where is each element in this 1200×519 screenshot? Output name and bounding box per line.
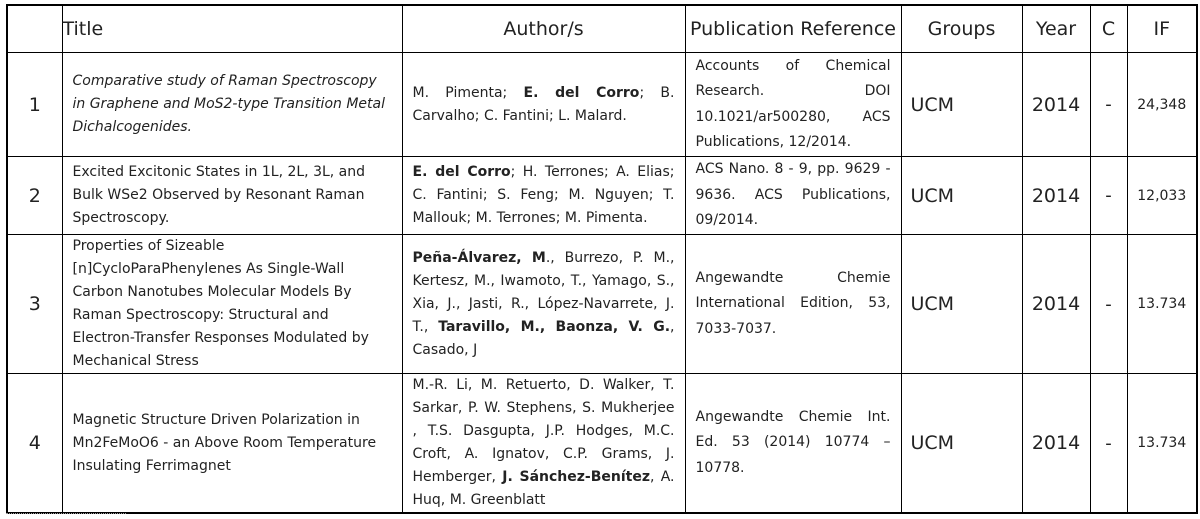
page-edge-mark (6, 513, 126, 519)
publication-reference: Accounts of Chemical Research. DOI 10.1021/ar500280, ACS Publications, 12/2014. (685, 53, 901, 157)
publication-title: Excited Excitonic States in 1L, 2L, 3L, and Bulk WSe2 Observed by Resonant Raman Spectroscopy. (62, 157, 402, 235)
publication-year: 2014 (1022, 157, 1090, 235)
citations-c: - (1090, 53, 1127, 157)
header-authors: Author/s (402, 5, 685, 53)
header-if: IF (1127, 5, 1197, 53)
row-number: 3 (7, 235, 62, 374)
publication-title: Properties of Sizeable [n]CycloParaPhenylenes As Single-Wall Carbon Nanotubes Molecular Models By Raman Spectroscopy: Structural and Electron-Transfer Responses Modulated by Mechanical Stress (62, 235, 402, 374)
table-row (7, 53, 1197, 157)
research-group: UCM (901, 157, 1022, 235)
header-c: C (1090, 5, 1127, 53)
publication-authors (402, 235, 685, 374)
impact-factor: 12,033 (1127, 157, 1197, 235)
highlighted-author: Peña-Álvarez, M (412, 249, 546, 266)
research-group: UCM (901, 374, 1022, 514)
author-text: M.-R. Li, M. Retuerto, D. Walker, T. Sarkar, P. W. Stephens, S. Mukherjee , T.S. Dasgupta, J.P. Hodges, M.C. Croft, A. Ignatov, C.P. Grams, J. Hemberger, (412, 377, 675, 485)
publication-year: 2014 (1022, 235, 1090, 374)
row-number: 1 (7, 53, 62, 157)
author-text: ; H. Terrones; A. Elias; C. Fantini; S. Feng; M. Nguyen; T. Mallouk; M. Terrones; M. Pimenta. (412, 164, 675, 226)
header-reference: Publication Reference (685, 5, 901, 53)
author-text: , A. Huq, M. Greenblatt (412, 469, 675, 508)
citations-c: - (1090, 235, 1127, 374)
citations-c: - (1090, 157, 1127, 235)
highlighted-author: Taravillo, M., Baonza, V. G. (438, 318, 671, 335)
author-text: M. Pimenta; (412, 84, 524, 101)
publication-reference: ACS Nano. 8 - 9, pp. 9629 - 9636. ACS Publications, 09/2014. (685, 157, 901, 235)
header-groups: Groups (901, 5, 1022, 53)
publications-table (6, 4, 1198, 514)
publication-title: Comparative study of Raman Spectroscopy in Graphene and MoS2-type Transition Metal Dichalcogenides. (62, 53, 402, 157)
highlighted-author: J. Sánchez-Benítez (502, 469, 650, 485)
publication-year: 2014 (1022, 53, 1090, 157)
research-group: UCM (901, 53, 1022, 157)
author-text: , Casado, J (412, 318, 675, 358)
publication-authors (402, 374, 685, 514)
table-row (7, 374, 1197, 514)
author-text: ; B. Carvalho; C. Fantini; L. Malard. (412, 84, 675, 124)
citations-c: - (1090, 374, 1127, 514)
row-number: 2 (7, 157, 62, 235)
header-row (7, 5, 1197, 53)
table-row (7, 157, 1197, 235)
header-year: Year (1022, 5, 1090, 53)
research-group: UCM (901, 235, 1022, 374)
header-num (7, 5, 62, 53)
author-text: ., Burrezo, P. M., Kertesz, M., Iwamoto, T., Yamago, S., Xia, J., Jasti, R., López-Navarrete, J. T., (412, 249, 675, 335)
highlighted-author: E. del Corro (523, 84, 640, 101)
publication-year: 2014 (1022, 374, 1090, 514)
publication-reference: Angewandte Chemie Int. Ed. 53 (2014) 10774 –10778. (685, 374, 901, 514)
impact-factor: 13.734 (1127, 235, 1197, 374)
highlighted-author: E. del Corro (412, 164, 511, 180)
publication-authors (402, 53, 685, 157)
impact-factor: 13.734 (1127, 374, 1197, 514)
impact-factor: 24,348 (1127, 53, 1197, 157)
table-row (7, 235, 1197, 374)
publication-reference: Angewandte Chemie International Edition, 53, 7033-7037. (685, 235, 901, 374)
row-number: 4 (7, 374, 62, 514)
publication-title: Magnetic Structure Driven Polarization in Mn2FeMoO6 - an Above Room Temperature Insulating Ferrimagnet (62, 374, 402, 514)
header-title: Title (62, 5, 402, 53)
publication-authors (402, 157, 685, 235)
